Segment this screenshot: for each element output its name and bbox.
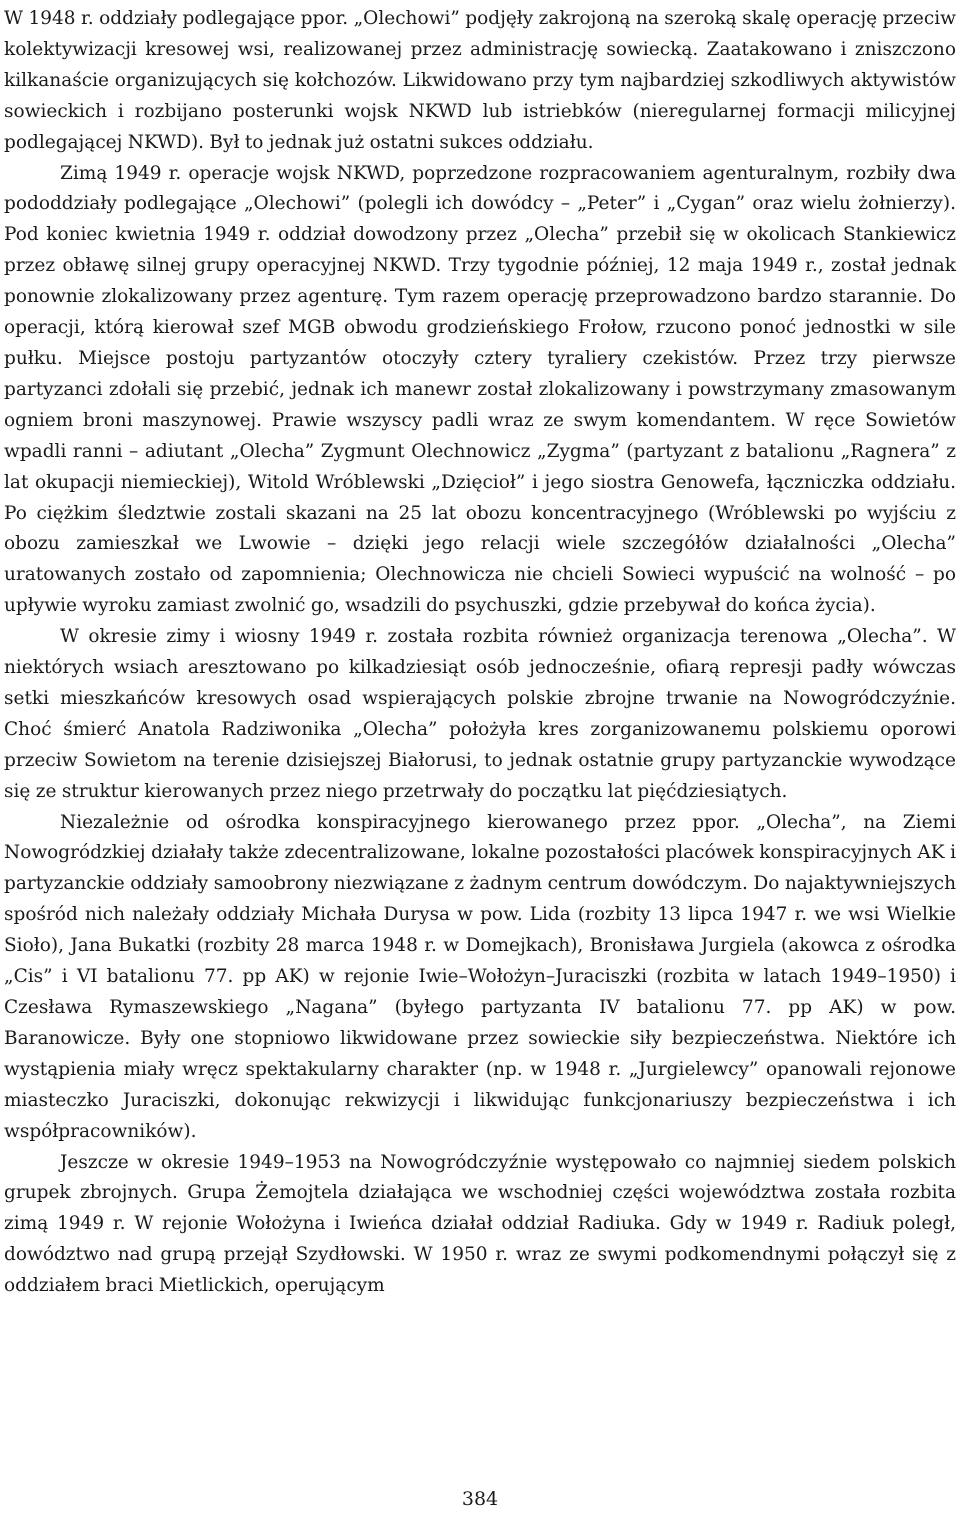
paragraph-4: Niezależnie od ośrodka konspiracyjnego kierowanego przez ppor. „Olecha”, na Ziemi Nowogródzkiej działały także zdecentralizowane, lokalne pozostałości placówek konspiracyjnych AK i partyzanckie oddziały samoobrony niezwiązane z żadnym centrum dowódczym. Do najaktywniejszych spośród nich należały oddziały Michała Durysa w pow. Lida (rozbity 13 lipca 1947 r. we wsi Wielkie Sioło), Jana Bukatki (rozbity 28 marca 1948 r. w Domejkach), Bronisława Jurgiela (akowca z ośrodka „Cis” i VI batalionu 77. pp AK) w rejonie Iwie–Wołożyn–Juraciszki (rozbita w latach 1949–1950) i Czesława Rymaszewskiego „Nagana” (byłego partyzanta IV batalionu 77. pp AK) w pow. Baranowicze. Były one stopniowo likwidowane przez sowieckie siły bezpieczeństwa. Niektóre ich wystąpienia miały wręcz spektakularny charakter (np. w 1948 r. „Jurgielewcy” opanowali rejonowe miasteczko Juraciszki, dokonując rekwizycji i likwidując funkcjonariuszy bezpieczeństwa i ich współpracowników). (4, 811, 956, 1142)
paragraph-1: W 1948 r. oddziały podlegające ppor. „Olechowi” podjęły zakrojoną na szeroką skalę operację przeciw kolektywizacji kresowej wsi, realizowanej przez administrację sowiecką. Zaatakowano i zniszczono kilkanaście organizujących się kołchozów. Likwidowano przy tym najbardziej szkodliwych aktywistów sowieckich i rozbijano posterunki wojsk NKWD lub istriebków (nieregularnej formacji milicyjnej podlegającej NKWD). Był to jednak już ostatni sukces oddziału. (4, 8, 956, 153)
paragraph-2: Zimą 1949 r. operacje wojsk NKWD, poprzedzone rozpracowaniem agenturalnym, rozbiły dwa pododdziały podlegające „Olechowi” (polegli ich dowódcy – „Peter” i „Cygan” oraz wielu żołnierzy). Pod koniec kwietnia 1949 r. oddział dowodzony przez „Olecha” przebił się w okolicach Stankiewicz przez obławę silnej grupy operacyjnej NKWD. Trzy tygodnie później, 12 maja 1949 r., został jednak ponownie zlokalizowany przez agenturę. Tym razem operację przeprowadzono bardzo starannie. Do operacji, którą kierował szef MGB obwodu grodzieńskiego Frołow, rzucono ponoć jednostki w sile pułku. Miejsce postoju partyzantów otoczyły cztery tyraliery czekistów. Przez trzy pierwsze partyzanci zdołali się przebić, jednak ich manewr został zlokalizowany i powstrzymany zmasowanym ogniem broni maszynowej. Prawie wszyscy padli wraz ze swym komendantem. W ręce Sowietów wpadli ranni – adiutant „Olecha” Zygmunt Olechnowicz „Zygma” (partyzant z batalionu „Ragnera” z lat okupacji niemieckiej), Witold Wróblewski „Dzięcioł” i jego siostra Genowefa, łączniczka oddziału. Po ciężkim śledztwie zostali skazani na 25 lat obozu koncentracyjnego (Wróblewski po wyjściu z obozu zamieszkał we Lwowie – dzięki jego relacji wiele szczegółów działalności „Olecha” uratowanych zostało od zapomnienia; Olechnowicza nie chcieli Sowieci wypuścić na wolność – po upływie wyroku zamiast zwolnić go, wsadzili do psychuszki, gdzie przebywał do końca życia). (4, 162, 956, 617)
page-number: 384 (461, 1488, 499, 1510)
paragraph-3: W okresie zimy i wiosny 1949 r. została rozbita również organizacja terenowa „Olecha”. W niektórych wsiach aresztowano po kilkadziesiąt osób jednocześnie, ofiarą represji padły wówczas setki mieszkańców kresowych osad wspierających polskie zbrojne trwanie na Nowogródczyźnie. Choć śmierć Anatola Radziwonika „Olecha” położyła kres zorganizowanemu polskiemu oporowi przeciw Sowietom na terenie dzisiejszej Białorusi, to jednak ostatnie grupy partyzanckie wywodzące się ze struktur kierowanych przez niego przetrwały do początku lat pięćdziesiątych. (4, 626, 956, 802)
paragraph-5: Jeszcze w okresie 1949–1953 na Nowogródczyźnie występowało co najmniej siedem polskich grupek zbrojnych. Grupa Żemojtela działająca we wschodniej części województwa została rozbita zimą 1949 r. W rejonie Wołożyna i Iwieńca działał oddział Radiuka. Gdy w 1949 r. Radiuk poległ, dowództwo nad grupą przejął Szydłowski. W 1950 r. wraz ze swymi podkomendnymi połączył się z oddziałem braci Mietlickich, operującym (4, 1151, 956, 1297)
document-page (4, 4, 956, 1302)
